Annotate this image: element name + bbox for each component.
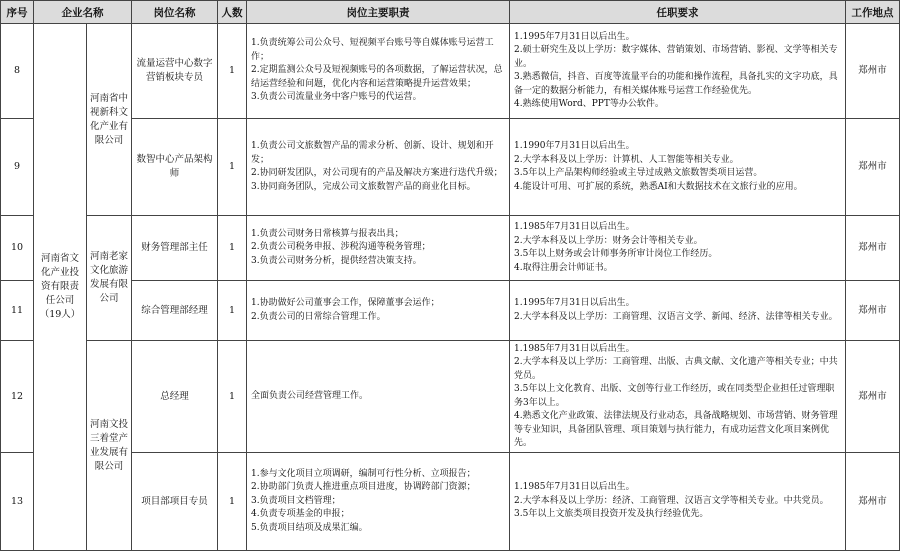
position-name: 财务管理部主任 bbox=[132, 216, 218, 281]
requirement-line: 2.大学本科及以上学历：经济、工商管理、汉语言文学等相关专业。中共党员。 bbox=[514, 495, 829, 506]
company-cell bbox=[87, 24, 132, 216]
table-row bbox=[1, 216, 900, 281]
requirement-line: 1.1985年7月31日以后出生。 bbox=[514, 482, 635, 493]
table-row bbox=[1, 24, 900, 119]
duties-cell bbox=[247, 24, 510, 119]
header-duties: 岗位主要职责 bbox=[247, 1, 510, 24]
requirements-cell bbox=[510, 453, 846, 551]
requirement-line: 3.熟悉微信，抖音、百度等流量平台的功能和操作流程，具备扎实的文字功底，具备一定的数据分析能力，有相关媒体账号运营工作经验优先。 bbox=[514, 72, 838, 96]
header-company: 企业名称 bbox=[34, 1, 132, 24]
row-seq: 9 bbox=[1, 119, 34, 216]
requirement-line: 2.大学本科及以上学历：计算机、人工智能等相关专业。 bbox=[514, 154, 739, 165]
position-name: 流量运营中心数字营销板块专员 bbox=[132, 24, 218, 119]
row-seq: 12 bbox=[1, 341, 34, 453]
position-count: 1 bbox=[218, 24, 247, 119]
header-position: 岗位名称 bbox=[132, 1, 218, 24]
requirement-line: 1.1990年7月31日以后出生。 bbox=[514, 141, 635, 151]
requirement-line: 2.大学本科及以上学历：财务会计等相关专业。 bbox=[514, 235, 703, 246]
requirement-line: 4.取得注册会计师证书。 bbox=[514, 262, 613, 273]
company-name: 河南省中视新科文化产业有限公司 bbox=[90, 92, 129, 146]
requirements-cell bbox=[510, 281, 846, 341]
work-location: 郑州市 bbox=[846, 341, 900, 453]
row-seq: 8 bbox=[1, 24, 34, 119]
duty-line: 2.协助部门负责人推进重点项目进度，协调跨部门资源； bbox=[251, 482, 476, 493]
requirement-line: 4.熟练使用Word、PPT等办公软件。 bbox=[514, 99, 664, 109]
company-cell bbox=[87, 341, 132, 551]
duty-line: 1.负责公司财务日常核算与报表出具； bbox=[251, 228, 404, 239]
requirements-cell bbox=[510, 341, 846, 453]
duties-cell bbox=[247, 281, 510, 341]
requirement-line: 4.熟悉文化产业政策、法律法规及行业动态，具备战略规划、市场营销、财务管理等专业知识，具备团队管理、项目策划与执行能力，有成功运营文化项目案例优先。 bbox=[514, 411, 838, 448]
requirement-line: 1.1985年7月31日以后出生。 bbox=[514, 222, 635, 232]
work-location: 郑州市 bbox=[846, 216, 900, 281]
requirement-line: 3.5年以上文化教育、出版、文创等行业工作经历，或在同类型企业担任过管理职务3年以上。 bbox=[514, 384, 835, 408]
duties-cell bbox=[247, 341, 510, 453]
duty-line: 3.协同商务团队，完成公司文旅数智产品的商业化目标。 bbox=[251, 181, 476, 192]
position-count: 1 bbox=[218, 119, 247, 216]
work-location: 郑州市 bbox=[846, 24, 900, 119]
table-row bbox=[1, 453, 900, 551]
duty-line: 全面负责公司经营管理工作。 bbox=[251, 390, 369, 401]
duty-line: 1.协助做好公司董事会工作，保障董事会运作； bbox=[251, 298, 440, 308]
duty-line: 2.定期监测公众号及短视频账号的各项数据，了解运营状况，总结运营经验和问题，优化内容和运营策略提升运营效果； bbox=[251, 65, 503, 89]
row-seq: 11 bbox=[1, 281, 34, 341]
work-location: 郑州市 bbox=[846, 281, 900, 341]
requirement-line: 1.1995年7月31日以后出生。 bbox=[514, 298, 635, 308]
position-count: 1 bbox=[218, 216, 247, 281]
company-name: 河南老家文化旅游发展有限公司 bbox=[90, 251, 129, 304]
duty-line: 4.负责专项基金的申报； bbox=[251, 509, 350, 520]
requirement-line: 1.1995年7月31日以后出生。 bbox=[514, 31, 635, 42]
requirements-cell bbox=[510, 119, 846, 216]
requirement-line: 3.5年以上财务或会计师事务所审计岗位工作经历。 bbox=[514, 249, 718, 259]
requirement-line: 4.能设计可用、可扩展的系统，熟悉AI和大数据技术在文旅行业的应用。 bbox=[514, 181, 803, 192]
group-company-name: 河南省文化产业投资有限责任公司（19人） bbox=[39, 253, 81, 320]
requirement-line: 2.大学本科及以上学历：工商管理、出版、古典文献、文化遗产等相关专业；中共党员。 bbox=[514, 357, 838, 381]
duty-line: 1.参与文化项目立项调研，编制可行性分析、立项报告； bbox=[251, 468, 476, 479]
header-row bbox=[1, 1, 900, 24]
duty-line: 3.负责公司流量业务中客户账号的代运营。 bbox=[251, 92, 422, 103]
duties-cell bbox=[247, 453, 510, 551]
table-row bbox=[1, 281, 900, 341]
row-seq: 10 bbox=[1, 216, 34, 281]
duty-line: 1.负责统筹公司公众号、短视频平台账号等自媒体账号运营工作； bbox=[251, 38, 494, 62]
position-name: 项目部项目专员 bbox=[132, 453, 218, 551]
position-count: 1 bbox=[218, 281, 247, 341]
duty-line: 2.负责公司的日常综合管理工作。 bbox=[251, 311, 386, 322]
work-location: 郑州市 bbox=[846, 453, 900, 551]
requirement-line: 3.5年以上产品架构师经验或主导过成熟文旅数智类项目运营。 bbox=[514, 168, 763, 178]
requirements-cell bbox=[510, 216, 846, 281]
company-name: 河南文投三着堂产业发展有限公司 bbox=[90, 418, 129, 472]
header-location: 工作地点 bbox=[846, 1, 900, 24]
work-location: 郑州市 bbox=[846, 119, 900, 216]
group-company-cell bbox=[34, 24, 87, 551]
header-count: 人数 bbox=[218, 1, 247, 24]
company-cell bbox=[87, 216, 132, 341]
header-seq: 序号 bbox=[1, 1, 34, 24]
duty-line: 2.协同研发团队，对公司现有的产品及解决方案进行迭代升级； bbox=[251, 168, 503, 178]
position-count: 1 bbox=[218, 341, 247, 453]
requirement-line: 1.1985年7月31日以后出生。 bbox=[514, 343, 635, 354]
duties-cell bbox=[247, 119, 510, 216]
position-name: 总经理 bbox=[132, 341, 218, 453]
duty-line: 3.负责项目文档管理； bbox=[251, 495, 341, 506]
duty-line: 2.负责公司税务申报、涉税沟通等税务管理； bbox=[251, 242, 431, 253]
duty-line: 1.负责公司文旅数智产品的需求分析、创新、设计、规划和开发； bbox=[251, 141, 494, 165]
row-seq: 13 bbox=[1, 453, 34, 551]
position-count: 1 bbox=[218, 453, 247, 551]
position-name: 综合管理部经理 bbox=[132, 281, 218, 341]
duty-line: 5.负责项目结项及成果汇编。 bbox=[251, 522, 368, 533]
requirement-line: 2.硕士研究生及以上学历：数字媒体、营销策划、市场营销、影视、文学等相关专业。 bbox=[514, 45, 838, 69]
requirements-cell bbox=[510, 24, 846, 119]
requirement-line: 3.5年以上文旅类项目投资开发及执行经验优先。 bbox=[514, 509, 709, 520]
table-row bbox=[1, 119, 900, 216]
position-name: 数智中心产品架构师 bbox=[132, 119, 218, 216]
duties-cell bbox=[247, 216, 510, 281]
duty-line: 3.负责公司财务分析，提供经营决策支持。 bbox=[251, 255, 422, 266]
requirement-line: 2.大学本科及以上学历：工商管理、汉语言文学、新闻、经济、法律等相关专业。 bbox=[514, 311, 838, 322]
table-row bbox=[1, 341, 900, 453]
header-requirements: 任职要求 bbox=[510, 1, 846, 24]
